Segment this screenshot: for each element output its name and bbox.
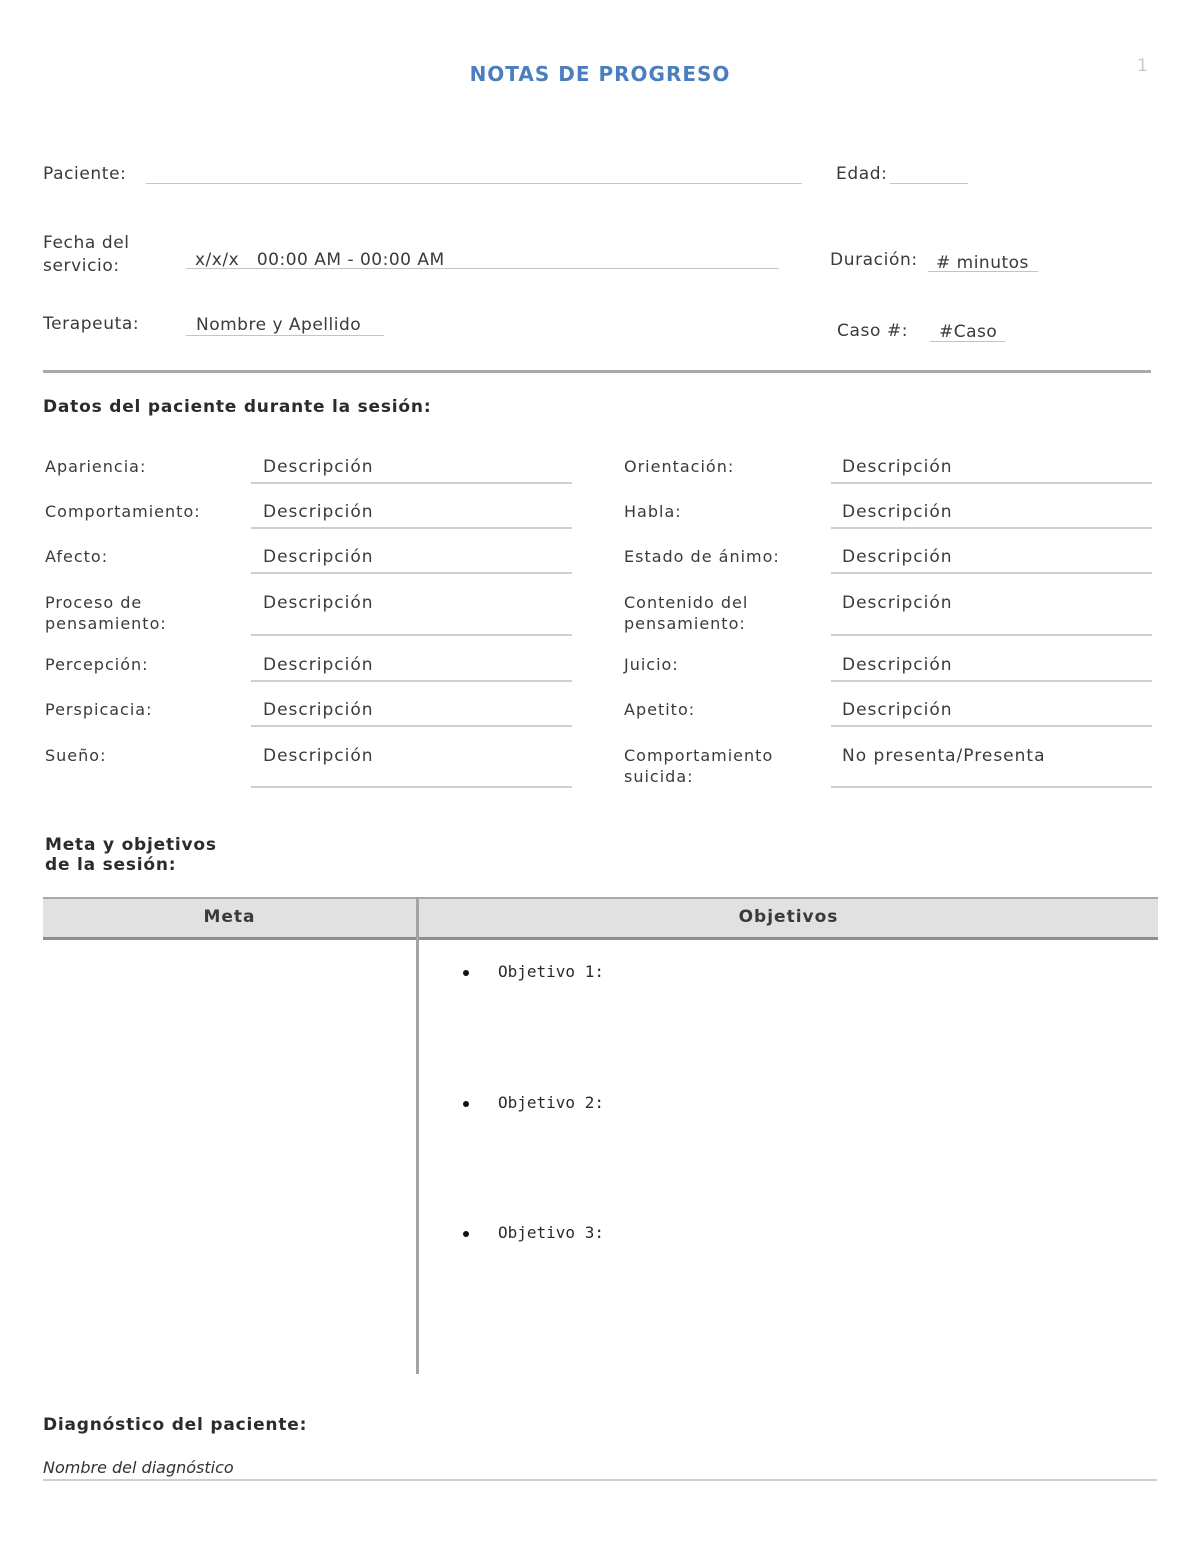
field-underline	[831, 527, 1152, 529]
field-value[interactable]: Descripción	[842, 593, 953, 613]
service-date-label: Fecha del	[43, 233, 130, 253]
field-label-text: Percepción:	[45, 655, 149, 674]
field-value[interactable]: Descripción	[842, 547, 953, 567]
duration-label: Duración:	[830, 250, 918, 270]
field-label-text-line2: pensamiento:	[45, 614, 167, 633]
field-underline	[251, 786, 572, 788]
field-label-text: Apetito:	[624, 700, 696, 719]
field-underline	[251, 680, 572, 682]
therapist-label: Terapeuta:	[43, 314, 140, 334]
field-value[interactable]: Descripción	[842, 700, 953, 720]
field-label	[624, 546, 780, 567]
field-label-text: Proceso de	[45, 593, 143, 612]
diagnosis-underline	[43, 1479, 1157, 1481]
field-label-text: Perspicacia:	[45, 700, 153, 719]
field-label	[45, 501, 201, 522]
field-underline	[251, 572, 572, 574]
field-value[interactable]: Descripción	[263, 502, 374, 522]
therapist-underline	[186, 335, 384, 336]
field-value[interactable]: Descripción	[263, 700, 374, 720]
field-label-text: Estado de ánimo:	[624, 547, 780, 566]
field-label-text: Sueño:	[45, 746, 107, 765]
field-value[interactable]: No presenta/Presenta	[842, 746, 1046, 766]
field-label	[45, 592, 167, 634]
duration-underline	[928, 271, 1038, 272]
field-underline	[831, 680, 1152, 682]
field-value[interactable]: Descripción	[263, 746, 374, 766]
field-underline	[831, 725, 1152, 727]
goal-column-header: Meta	[203, 907, 256, 927]
field-underline	[251, 725, 572, 727]
field-value[interactable]: Descripción	[263, 593, 374, 613]
field-label	[624, 654, 679, 675]
field-label	[624, 592, 748, 634]
page-number: 1	[1137, 56, 1148, 76]
field-label	[45, 699, 152, 720]
field-value[interactable]: Descripción	[263, 655, 374, 675]
field-label-text-line2: pensamiento:	[624, 614, 746, 633]
field-label	[624, 456, 734, 477]
service-date-label-line2: servicio:	[43, 256, 120, 276]
age-label: Edad:	[836, 164, 888, 184]
field-label-text: Habla:	[624, 502, 682, 521]
field-value[interactable]: Descripción	[842, 502, 953, 522]
field-value[interactable]: Descripción	[842, 655, 953, 675]
field-value[interactable]: Descripción	[263, 547, 374, 567]
objective-2[interactable]: Objetivo 2:	[498, 1093, 604, 1112]
bullet-icon	[463, 1101, 469, 1107]
goals-heading	[45, 835, 217, 875]
field-value[interactable]: Descripción	[842, 457, 953, 477]
objective-1[interactable]: Objetivo 1:	[498, 962, 604, 981]
patient-field[interactable]	[146, 183, 802, 184]
service-date-underline	[186, 268, 779, 269]
objective-3[interactable]: Objetivo 3:	[498, 1223, 604, 1242]
field-label-text: Comportamiento:	[45, 502, 201, 521]
field-underline	[251, 527, 572, 529]
therapist-field[interactable]: Nombre y Apellido	[196, 315, 362, 335]
field-underline	[251, 482, 572, 484]
field-label	[624, 745, 773, 787]
field-label	[45, 456, 146, 477]
service-date-field[interactable]: x/x/x 00:00 AM - 00:00 AM	[195, 250, 445, 270]
field-label-text-line2: suicida:	[624, 767, 694, 786]
bullet-icon	[463, 1231, 469, 1237]
diagnosis-field[interactable]: Nombre del diagnóstico	[43, 1458, 234, 1477]
field-label-text: Juicio:	[624, 655, 679, 674]
field-underline	[831, 786, 1152, 788]
goals-heading-line2: de la sesión:	[45, 855, 177, 875]
field-underline	[831, 634, 1152, 636]
goals-heading-line1: Meta y objetivos	[45, 835, 217, 855]
page-title: NOTAS DE PROGRESO	[469, 62, 731, 86]
field-label-text: Apariencia:	[45, 457, 147, 476]
field-label	[45, 745, 106, 766]
case-field[interactable]: #Caso	[939, 322, 998, 342]
field-underline	[831, 482, 1152, 484]
age-field[interactable]	[890, 183, 968, 184]
field-label	[624, 699, 695, 720]
field-underline	[831, 572, 1152, 574]
duration-field[interactable]: # minutos	[936, 253, 1029, 273]
field-label	[45, 654, 149, 675]
goal-cell[interactable]	[43, 938, 415, 1372]
case-label: Caso #:	[837, 321, 909, 341]
diagnosis-heading: Diagnóstico del paciente:	[43, 1415, 308, 1435]
field-label	[45, 546, 108, 567]
bullet-icon	[463, 970, 469, 976]
patient-label: Paciente:	[43, 164, 127, 184]
table-column-divider	[416, 897, 419, 1374]
field-label-text: Afecto:	[45, 547, 109, 566]
field-label-text: Comportamiento	[624, 746, 774, 765]
field-label-text: Orientación:	[624, 457, 735, 476]
session-heading: Datos del paciente durante la sesión:	[43, 397, 432, 417]
field-value[interactable]: Descripción	[263, 457, 374, 477]
field-label	[624, 501, 682, 522]
objectives-column-header: Objetivos	[738, 907, 839, 927]
field-underline	[251, 634, 572, 636]
field-label-text: Contenido del	[624, 593, 749, 612]
header-divider	[43, 370, 1151, 373]
case-underline	[930, 341, 1005, 342]
